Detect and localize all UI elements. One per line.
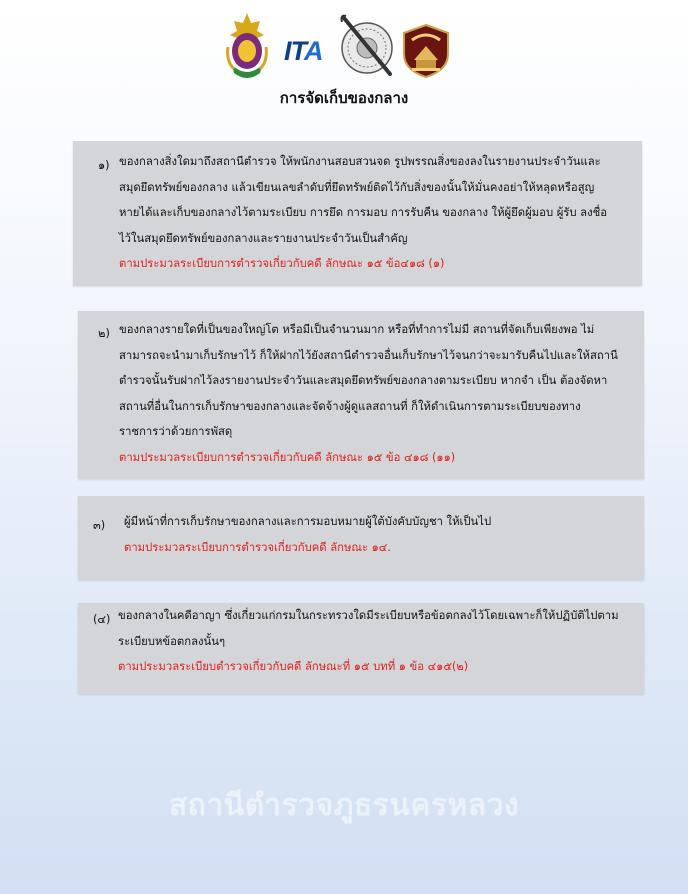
item-line: สถานที่อื่นในการเก็บรักษาของกลางและจัดจ้างผู้ดูแลสถานที่ ก็ให้ดำเนินการตามระเบียบของทาง: [119, 399, 581, 413]
header-logos: [0, 8, 688, 86]
thai-police-emblem-icon: [224, 11, 270, 81]
item-number: ๑): [98, 159, 110, 172]
item-line: ของกลางสิ่งใดมาถึงสถานีตำรวจ ให้พนักงานสอบสวนจด รูปพรรณสิ่งของลงในรายงานประจำวันและ: [119, 155, 601, 168]
item-number: (๔): [93, 613, 111, 626]
item-line: ระเบียบหข้อตกลงนั้นๆ: [118, 634, 226, 648]
item-card-4: [78, 603, 644, 694]
item-line: ของกลางรายใดที่เป็นของใหญ่โต หรือมีเป็นจำนวนมาก หรือที่ทำการไม่มี สถานที่จัดเก็บเพียงพอ ไม่: [119, 323, 595, 336]
itas-logo-main: IT: [284, 36, 304, 66]
itas-logo-icon: [284, 36, 323, 67]
page-title: การจัดเก็บของกลาง: [279, 89, 409, 107]
item-line: ผู้มีหน้าที่การเก็บรักษาของกลางและการมอบหมายผู้ใต้บังคับบัญชา ให้เป็นไป: [124, 515, 492, 528]
item-line: สามารถจะนำมาเก็บรักษาไว้ ก็ให้ฝากไว้ยังสถานีตำรวจอื่นเก็บรักษาไว้จนกว่าจะมารับคืนไปและให้สถานี: [119, 348, 618, 362]
item-number: ๓): [93, 519, 106, 532]
station-watermark: สถานีตำรวจภูธรนครหลวง: [168, 788, 520, 823]
item-number: ๒): [98, 327, 110, 340]
item-card-1: [73, 141, 642, 286]
item-reference: ตามประมวลระเบียบการตำรวจเกี่ยวกับคดี ลักษณะ ๑๕ ข้อ๔๑๘ (๑): [119, 257, 445, 270]
item-card-2: [78, 311, 644, 479]
item-line: ของกลางในคดีอาญา ซึ่งเกี่ยวแก่กรมในกระทรวงใดมีระเบียบหรือข้อตกลงไว้โดยเฉพาะก็ให้ปฏิบัติไปตาม: [118, 609, 619, 622]
station-badge-icon: [402, 24, 450, 78]
item-line: หายได้และเก็บของกลางไว้ตามระเบียบ การยึด การมอบ การรับคืน ของกลาง ให้ผู้ยึดผู้มอบ ผู้รับ ลงชื่อ: [119, 206, 608, 219]
itas-logo-accent: A: [304, 36, 323, 66]
item-line: สมุดยึดทรัพย์ของกลาง แล้วเขียนเลขลำดับที่ยึดทรัพย์ติดไว้กับสิ่งของนั้นให้มั่นคงอย่าให้หลุดหรือสูญ: [119, 180, 595, 194]
item-line: ราชการว่าด้วยการพัสดุ: [119, 425, 233, 438]
item-reference: ตามประมวลระเบียบการตำรวจเกี่ยวกับคดี ลักษณะ ๑๕ ข้อ ๔๑๘ (๑๑): [119, 450, 456, 464]
item-reference: ตามประมวลระเบียบตำรวจเกี่ยวกับคดี ลักษณะที่ ๑๕ บทที่ ๑ ข้อ ๔๑๕(๒): [118, 660, 469, 673]
round-seal-icon: [338, 14, 396, 76]
item-line: ไว้ในสมุดยึดทรัพย์ของกลางและรายงานประจำวันเป็นสำคัญ: [119, 231, 408, 245]
item-card-3: [78, 496, 644, 580]
item-reference: ตามประมวลระเบียบการตำรวจเกี่ยวกับคดี ลักษณะ ๑๔.: [124, 540, 391, 554]
item-line: ตำรวจนั้นรับฝากไว้ลงรายงานประจำวันและสมุดยึดทรัพย์ของกลางตามระเบียบ หากจำ เป็น ต้องจัดหา: [119, 374, 608, 387]
